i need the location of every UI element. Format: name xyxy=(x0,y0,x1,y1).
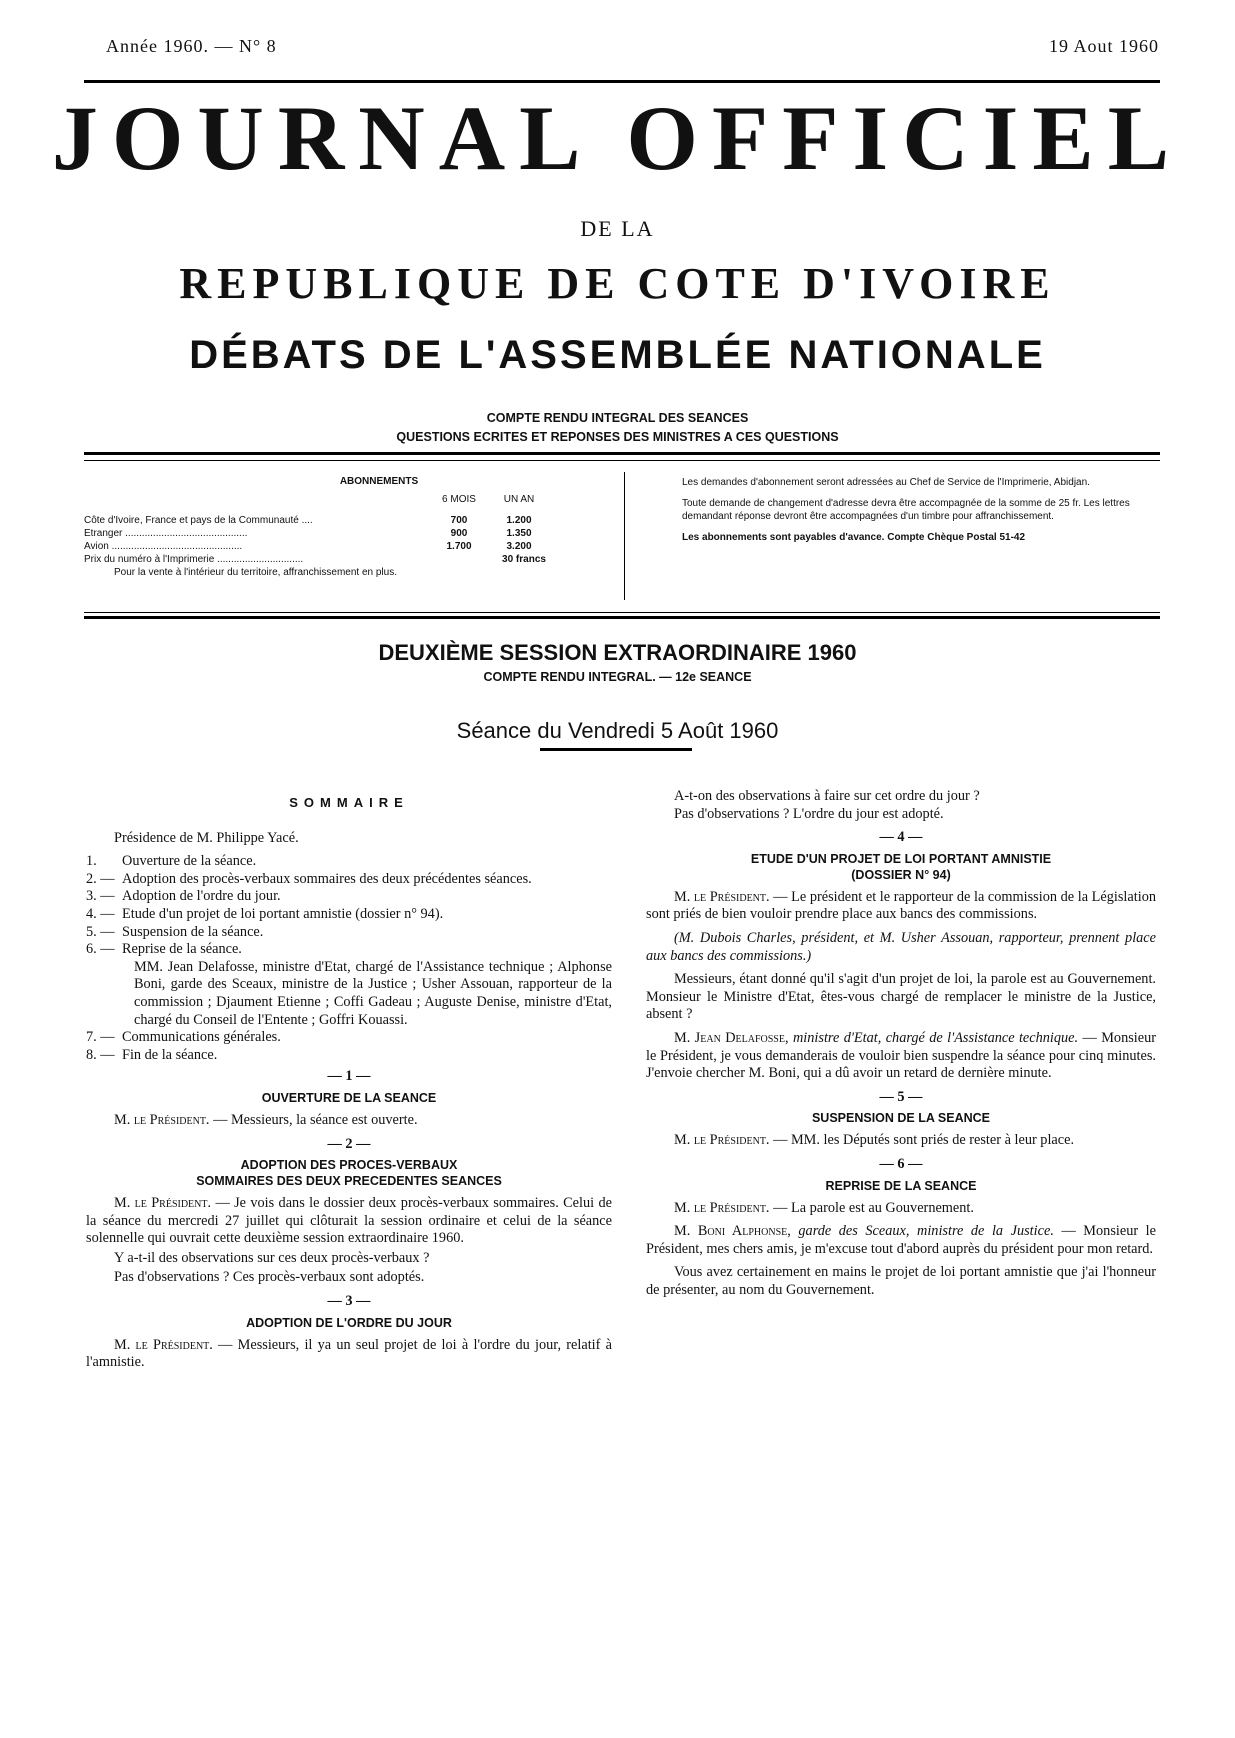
subscription-heading: ABONNEMENTS xyxy=(339,476,419,487)
questions-line: QUESTIONS ECRITES ET REPONSES DES MINISTRES A CES QUESTIONS xyxy=(396,430,839,444)
paragraph: Vous avez certainement en mains le projet de loi portant amnistie que j'ai l'honneur de présenter, au nom du Gouvernement. xyxy=(646,1264,1156,1298)
section-number: — 6 — xyxy=(879,1155,923,1172)
subscription-table xyxy=(84,476,614,579)
section-heading: ADOPTION DES PROCES-VERBAUX SOMMAIRES DES DEUX PRECEDENTES SEANCES xyxy=(196,1158,502,1189)
sommaire-item: 5. — Suspension de la séance. xyxy=(86,923,264,940)
sommaire-item: 7. — Communications générales. xyxy=(86,1029,281,1046)
paragraph: M. Boni Alphonse, garde des Sceaux, ministre de la Justice. — Monsieur le Président, mes chers amis, je m'excuse tout d'abord auprès du président pour mon retard. xyxy=(646,1223,1156,1257)
rule-bottom-subs-thin xyxy=(84,612,1160,613)
postage-note: Pour la vente à l'intérieur du territoire, affranchissement en plus. xyxy=(114,567,397,578)
paragraph: M. le Président. — Le président et le rapporteur de la commission de la Législation sont priés de bien vouloir prendre place aux bancs des commissions. xyxy=(646,888,1156,923)
sommaire-heading: SOMMAIRE xyxy=(289,795,409,810)
paragraph: M. Jean Delafosse, ministre d'Etat, chargé de l'Assistance technique. — Monsieur le Président, je vous demanderais de vouloir bien suspendre la séance pour cinq minutes. J'envoie chercher M. Boni, qui a dû avoir un retard de dernière minute. xyxy=(646,1029,1157,1082)
journal-title: JOURNAL OFFICIEL xyxy=(51,87,1184,189)
section-number: — 3 — xyxy=(327,1293,371,1310)
paragraph: Y a-t-il des observations sur ces deux procès-verbaux ? xyxy=(114,1249,430,1266)
session-title: DEUXIÈME SESSION EXTRAORDINAIRE 1960 xyxy=(378,640,857,665)
section-heading: ADOPTION DE L'ORDRE DU JOUR xyxy=(246,1315,452,1330)
col-un-an: UN AN xyxy=(503,494,535,505)
presidence: Présidence de M. Philippe Yacé. xyxy=(114,829,299,846)
paragraph: M. le Président. — La parole est au Gouvernement. xyxy=(674,1199,974,1216)
subscription-row: Côte d'Ivoire, France et pays de la Communauté .... 700 1.200 xyxy=(84,515,532,526)
paragraph: M. le Président. — MM. les Députés sont priés de rester à leur place. xyxy=(674,1132,1075,1149)
section-number: — 5 — xyxy=(879,1088,923,1105)
paragraph: M. le Président. — Je vois dans le dossier deux procès-verbaux sommaires. Celui de la séance du mercredi 27 juillet qui clôturait la session ordinaire et celui de la séance solennelle qui ouvrait cette deuxième session extraordinaire 1960. xyxy=(86,1195,612,1247)
paragraph: (M. Dubois Charles, président, et M. Usher Assouan, rapporteur, prennent place aux bancs des commissions.) xyxy=(646,929,1156,964)
sommaire-item: 2. — Adoption des procès-verbaux sommaires des deux précédentes séances. xyxy=(86,870,532,887)
address-note: Les demandes d'abonnement seront adressées au Chef de Service de l'Imprimerie, Abidjan. xyxy=(682,477,1090,488)
section-heading: SUSPENSION DE LA SEANCE xyxy=(811,1111,991,1126)
paragraph: Messieurs, étant donné qu'il s'agit d'un projet de loi, la parole est au Gouvernement. Monsieur le Ministre d'Etat, êtes-vous chargé de remplacer le ministre de la Justice, absent ? xyxy=(646,971,1156,1023)
seance-underline xyxy=(540,748,692,751)
sommaire-names: MM. Jean Delafosse, ministre d'Etat, chargé de l'Assistance technique ; Alphonse Boni, garde des Sceaux, ministre de la Justice ; Usher Assouan, rapporteur de la commission ; Djaument Etienne ; Coffi Gadeau ; Auguste Denise, ministre d'Etat, chargé du Conseil de l'Entente ; Goffri Kouassi. xyxy=(134,958,612,1028)
subscription-row: Etranger ............................................ 900 1.350 xyxy=(84,528,532,539)
debats-title: DÉBATS DE L'ASSEMBLÉE NATIONALE xyxy=(189,333,1046,377)
section-number: — 4 — xyxy=(879,829,923,846)
col-6-mois: 6 MOIS xyxy=(442,494,476,505)
sommaire-item: 4. — Etude d'un projet de loi portant amnistie (dossier n° 94). xyxy=(86,905,444,922)
compte-rendu-line: COMPTE RENDU INTEGRAL DES SEANCES xyxy=(486,411,749,425)
rule-bottom-subs xyxy=(84,616,1160,619)
issue-year-number: Année 1960. — N° 8 xyxy=(106,36,277,56)
rule-top-subs-thin xyxy=(84,460,1160,461)
seance-date: Séance du Vendredi 5 Août 1960 xyxy=(456,718,779,743)
paragraph: M. le Président. — Messieurs, la séance est ouverte. xyxy=(114,1111,418,1128)
price-row: Prix du numéro à l'Imprimerie ............................... 30 francs xyxy=(84,554,546,565)
section-number: — 1 — xyxy=(327,1068,371,1085)
payment-note: Les abonnements sont payables d'avance. Compte Chèque Postal 51-42 xyxy=(682,532,1026,543)
de-la: DE LA xyxy=(580,216,655,241)
issue-date: 19 Aout 1960 xyxy=(1048,36,1159,56)
sommaire-item: 6. — Reprise de la séance. xyxy=(86,941,242,958)
section-number: — 2 — xyxy=(327,1135,371,1152)
right-column xyxy=(646,788,1156,1305)
paragraph: M. le Président. — Messieurs, il ya un seul projet de loi à l'ordre du jour, relatif à l'amnistie. xyxy=(86,1336,612,1371)
sommaire-item: 1. Ouverture de la séance. xyxy=(86,853,257,870)
sommaire-item: 8. — Fin de la séance. xyxy=(86,1046,218,1063)
subscription-info xyxy=(682,476,1160,552)
republic-title: REPUBLIQUE DE COTE D'IVOIRE xyxy=(179,259,1056,308)
subscription-divider xyxy=(624,472,625,600)
sommaire-item: 3. — Adoption de l'ordre du jour. xyxy=(86,888,281,905)
paragraph: A-t-on des observations à faire sur cet ordre du jour ? xyxy=(674,788,980,804)
rule-top-subs xyxy=(84,452,1160,455)
paragraph: Pas d'observations ? L'ordre du jour est adopté. xyxy=(674,805,944,822)
change-address-note: Toute demande de changement d'adresse devra être accompagnée de la somme de 25 fr. Les lettres demandant réponse devront être accompagnées d'un timbre pour affranchissement. xyxy=(682,498,1130,522)
subscription-row: Avion ............................................... 1.700 3.200 xyxy=(84,541,532,552)
section-heading: ETUDE D'UN PROJET DE LOI PORTANT AMNISTIE (DOSSIER N° 94) xyxy=(750,851,1052,882)
session-subtitle: COMPTE RENDU INTEGRAL. — 12e SEANCE xyxy=(483,670,752,684)
section-heading: REPRISE DE LA SEANCE xyxy=(825,1178,977,1193)
section-heading: OUVERTURE DE LA SEANCE xyxy=(261,1090,437,1105)
top-rule xyxy=(84,80,1160,83)
left-column xyxy=(86,790,612,1378)
paragraph: Pas d'observations ? Ces procès-verbaux sont adoptés. xyxy=(114,1269,425,1286)
